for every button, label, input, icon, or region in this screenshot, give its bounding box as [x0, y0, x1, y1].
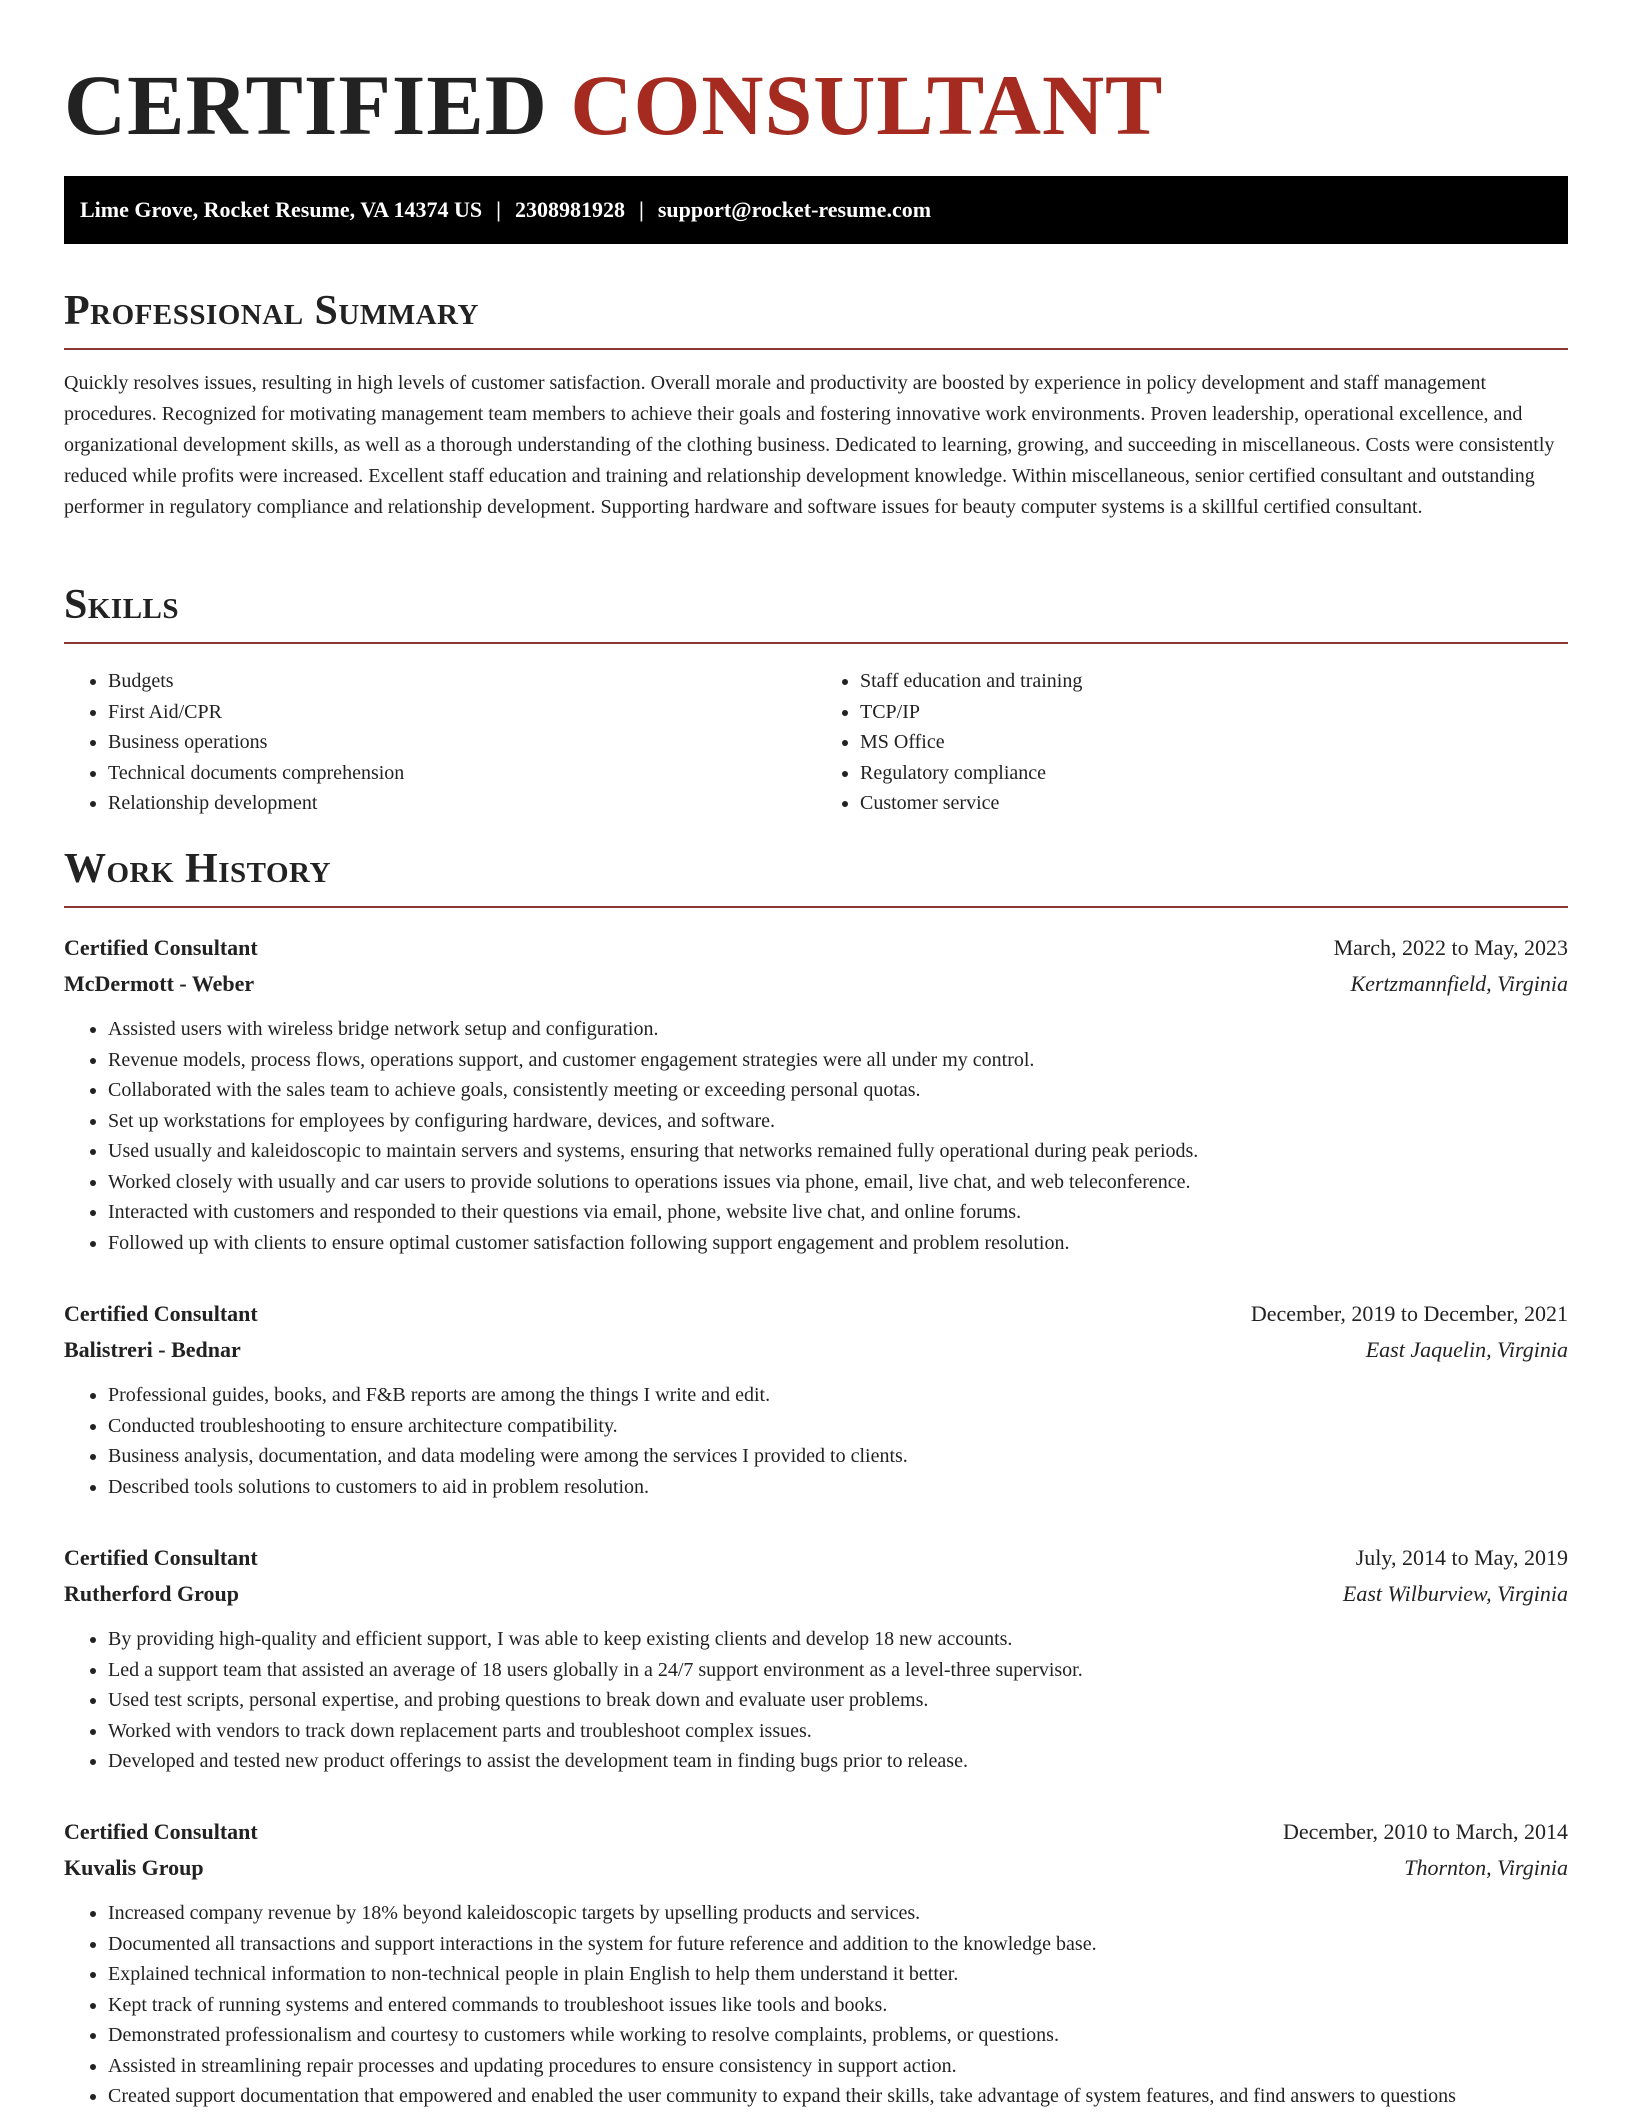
job-dates: December, 2019 to December, 2021	[1250, 1301, 1568, 1326]
job-bullet: • Worked with vendors to track down replacement parts and troubleshoot complex issues.	[108, 1716, 1568, 1747]
job-bullet: • Collaborated with the sales team to achieve goals, consistently meeting or exceeding personal quotas.	[108, 1075, 1568, 1106]
job-bullet: • Explained technical information to non-technical people in plain English to help them understand it better.	[108, 1959, 1568, 1990]
job-bullet: • Used usually and kaleidoscopic to maintain servers and systems, ensuring that networks remained fully operational during peak periods.	[108, 1136, 1568, 1167]
skills-list	[64, 666, 1568, 819]
summary-text: Quickly resolves issues, resulting in high levels of customer satisfaction. Overall morale and productivity are boosted by experience in policy development and staff management procedures. Recognized for motivating management team members to achieve their goals and fostering innovative work environments. Proven leadership, operational excellence, and organizational development skills, as well as a thorough understanding of the clothing business. Dedicated to learning, growing, and succeeding in miscellaneous. Costs were consistently reduced while profits were increased. Excellent staff education and training and relationship development knowledge. Within miscellaneous, senior certified consultant and outstanding performer in regulatory compliance and relationship development. Supporting hardware and software issues for beauty computer systems is a skillful certified consultant.	[64, 372, 1555, 518]
contact-phone: 2308981928	[514, 197, 625, 222]
job-bullets	[64, 1624, 1568, 1777]
job-company: McDermott - Weber	[64, 971, 255, 996]
job-location: East Jaquelin, Virginia	[1365, 1337, 1568, 1362]
job-bullet: • Used test scripts, personal expertise, and probing questions to break down and evaluate user problems.	[108, 1685, 1568, 1716]
job-entry	[64, 930, 1568, 1258]
name-first: CERTIFIED	[64, 57, 548, 153]
section-title-summary: Professional Summary	[64, 286, 1568, 350]
job-bullet: • Documented all transactions and support interactions in the system for future reference and addition to the knowledge base.	[108, 1929, 1568, 1960]
job-entry	[64, 1296, 1568, 1502]
job-bullet: • Created support documentation that empowered and enabled the user community to expand their skills, take advantage of system features, and find answers to questions	[108, 2081, 1568, 2112]
job-company: Kuvalis Group	[64, 1855, 204, 1880]
contact-separator: |	[638, 197, 644, 222]
job-bullet: • By providing high-quality and efficient support, I was able to keep existing clients and develop 18 new accounts.	[108, 1624, 1568, 1655]
job-location: East Wilburview, Virginia	[1342, 1581, 1568, 1606]
skills-column-left	[64, 666, 816, 819]
job-location: Kertzmannfield, Virginia	[1350, 971, 1568, 996]
job-entry	[64, 1814, 1568, 2112]
job-bullet: • Demonstrated professionalism and courtesy to customers while working to resolve complaints, problems, or questions.	[108, 2020, 1568, 2051]
job-title: Certified Consultant	[64, 1819, 258, 1844]
job-bullet: • Professional guides, books, and F&B reports are among the things I write and edit.	[108, 1380, 1568, 1411]
job-dates: December, 2010 to March, 2014	[1282, 1819, 1568, 1844]
job-entry	[64, 1540, 1568, 1777]
skill-item: • Customer service	[860, 788, 1568, 819]
job-dates: July, 2014 to May, 2019	[1355, 1545, 1568, 1570]
skill-item: • Regulatory compliance	[860, 758, 1568, 789]
job-bullet: • Assisted users with wireless bridge network setup and configuration.	[108, 1014, 1568, 1045]
job-bullet: • Assisted in streamlining repair processes and updating procedures to ensure consistency in support action.	[108, 2051, 1568, 2082]
job-bullet: • Set up workstations for employees by configuring hardware, devices, and software.	[108, 1106, 1568, 1137]
job-company: Balistreri - Bednar	[64, 1337, 241, 1362]
job-bullets	[64, 1898, 1568, 2112]
section-title-skills: Skills	[64, 580, 1568, 644]
job-title: Certified Consultant	[64, 1301, 258, 1326]
skill-item: • Relationship development	[108, 788, 816, 819]
job-bullet: • Led a support team that assisted an average of 18 users globally in a 24/7 support environment as a level-three supervisor.	[108, 1655, 1568, 1686]
job-bullet: • Developed and tested new product offerings to assist the development team in finding bugs prior to release.	[108, 1746, 1568, 1777]
job-dates: March, 2022 to May, 2023	[1333, 935, 1568, 960]
job-location: Thornton, Virginia	[1404, 1855, 1568, 1880]
job-bullet: • Followed up with clients to ensure optimal customer satisfaction following support engagement and problem resolution.	[108, 1228, 1568, 1259]
job-bullet: • Worked closely with usually and car users to provide solutions to operations issues via phone, email, live chat, and web teleconference.	[108, 1167, 1568, 1198]
skill-item: • Technical documents comprehension	[108, 758, 816, 789]
job-title: Certified Consultant	[64, 1545, 258, 1570]
job-bullet: • Conducted troubleshooting to ensure architecture compatibility.	[108, 1411, 1568, 1442]
section-title-work: Work History	[64, 844, 1568, 908]
job-bullet: • Described tools solutions to customers to aid in problem resolution.	[108, 1472, 1568, 1503]
skill-item: • Budgets	[108, 666, 816, 697]
job-bullet: • Interacted with customers and responded to their questions via email, phone, website live chat, and online forums.	[108, 1197, 1568, 1228]
contact-bar	[64, 176, 1568, 244]
skill-item: • First Aid/CPR	[108, 697, 816, 728]
resume-page	[64, 0, 1568, 2107]
job-bullets	[64, 1380, 1568, 1502]
skill-item: • Staff education and training	[860, 666, 1568, 697]
skill-item: • Business operations	[108, 727, 816, 758]
contact-address: Lime Grove, Rocket Resume, VA 14374 US	[80, 197, 483, 222]
skills-column-right	[816, 666, 1568, 819]
job-title: Certified Consultant	[64, 935, 258, 960]
job-bullet: • Business analysis, documentation, and data modeling were among the services I provided to clients.	[108, 1441, 1568, 1472]
contact-separator: |	[496, 197, 501, 222]
skill-item: • MS Office	[860, 727, 1568, 758]
resume-name	[64, 58, 1568, 152]
skill-item: • TCP/IP	[860, 697, 1568, 728]
contact-email[interactable]: support@rocket-resume.com	[657, 197, 932, 222]
job-company: Rutherford Group	[64, 1581, 239, 1606]
job-bullets	[64, 1014, 1568, 1258]
job-bullet: • Kept track of running systems and entered commands to troubleshoot issues like tools and books.	[108, 1990, 1568, 2021]
name-last: CONSULTANT	[570, 57, 1164, 153]
job-bullet: • Increased company revenue by 18% beyond kaleidoscopic targets by upselling products and services.	[108, 1898, 1568, 1929]
job-bullet: • Revenue models, process flows, operations support, and customer engagement strategies were all under my control.	[108, 1045, 1568, 1076]
